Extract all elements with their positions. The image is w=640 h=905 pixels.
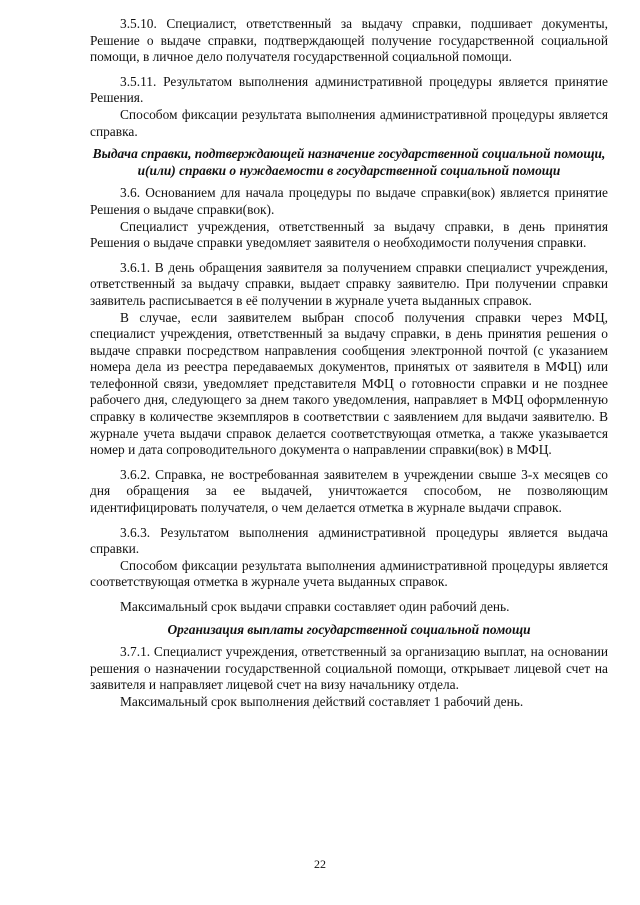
paragraph: 3.6.2. Справка, не востребованная заявителем в учреждении свыше 3-х месяцев со дня обращения за ее выдачей, уничтожается способом, не позволяющим идентифицировать получателя, о чем делается отметка в журнале выдачи справок.: [90, 466, 608, 516]
paragraph: 3.6. Основанием для начала процедуры по выдаче справки(вок) является принятие Решения о выдаче справки(вок).: [90, 185, 608, 217]
paragraph: Максимальный срок выдачи справки составляет один рабочий день.: [120, 599, 510, 614]
paragraph: Способом фиксации результата выполнения административной процедуры является соответствующая отметка в журнале учета выданных справок.: [90, 557, 608, 590]
paragraph: В случае, если заявителем выбран способ получения справки через МФЦ, специалист учреждения, ответственный за выдачу справки, в день принятия решения о выдаче справки посредством направления сообщения электронной почтой (с указанием номера дела из реестра передаваемых документов, принятых от заявителя в МФЦ) или телефонной связи, уведомляет представителя МФЦ о готовности справки и не позднее рабочего дня, следующего за днем такого уведомления, направляет в МФЦ оформленную справку в количестве экземпляров в соответствии с заявлением для выдачи заявителю. В журнале учета выдачи справок делается соответствующая отметка, а также указывается номер и дата сопроводительного документа о направлении справки(вок) в МФЦ.: [90, 309, 608, 458]
paragraph: 3.7.1. Специалист учреждения, ответственный за организацию выплат, на основании решения о назначении государственной социальной помощи, открывает лицевой счет на заявителя и направляет лицевой счет на визу начальнику отдела.: [90, 644, 608, 693]
section-heading: Выдача справки, подтверждающей назначение государственной социальной помощи, и(или) справки о нуждаемости в государственной социальной помощи: [92, 146, 606, 178]
paragraph: Специалист учреждения, ответственный за выдачу справки, в день принятия Решения о выдаче справки уведомляет заявителя о необходимости получения справки.: [90, 218, 608, 251]
section-heading: Организация выплаты государственной социальной помощи: [167, 621, 531, 637]
paragraph: Способом фиксации результата выполнения административной процедуры является справка.: [90, 106, 608, 139]
paragraph: Максимальный срок выполнения действий составляет 1 рабочий день.: [120, 693, 524, 709]
paragraph: 3.5.11. Результатом выполнения административной процедуры является принятие Решения.: [90, 73, 608, 106]
paragraph: 3.5.10. Специалист, ответственный за выдачу справки, подшивает документы, Решение о выдаче справки, подтверждающей получение государственной социальной помощи, в личное дело получателя государственной социальной помощи.: [90, 16, 608, 65]
paragraph: 3.6.3. Результатом выполнения административной процедуры является выдача справки.: [90, 524, 608, 557]
document-body: [90, 16, 608, 711]
paragraph: 3.6.1. В день обращения заявителя за получением справки специалист учреждения, ответственный за выдачу справки, выдает справку заявителю. При получении справки заявитель расписывается в её получении в журнале учета выданных справок.: [90, 259, 608, 308]
page-number: 22: [314, 857, 326, 871]
